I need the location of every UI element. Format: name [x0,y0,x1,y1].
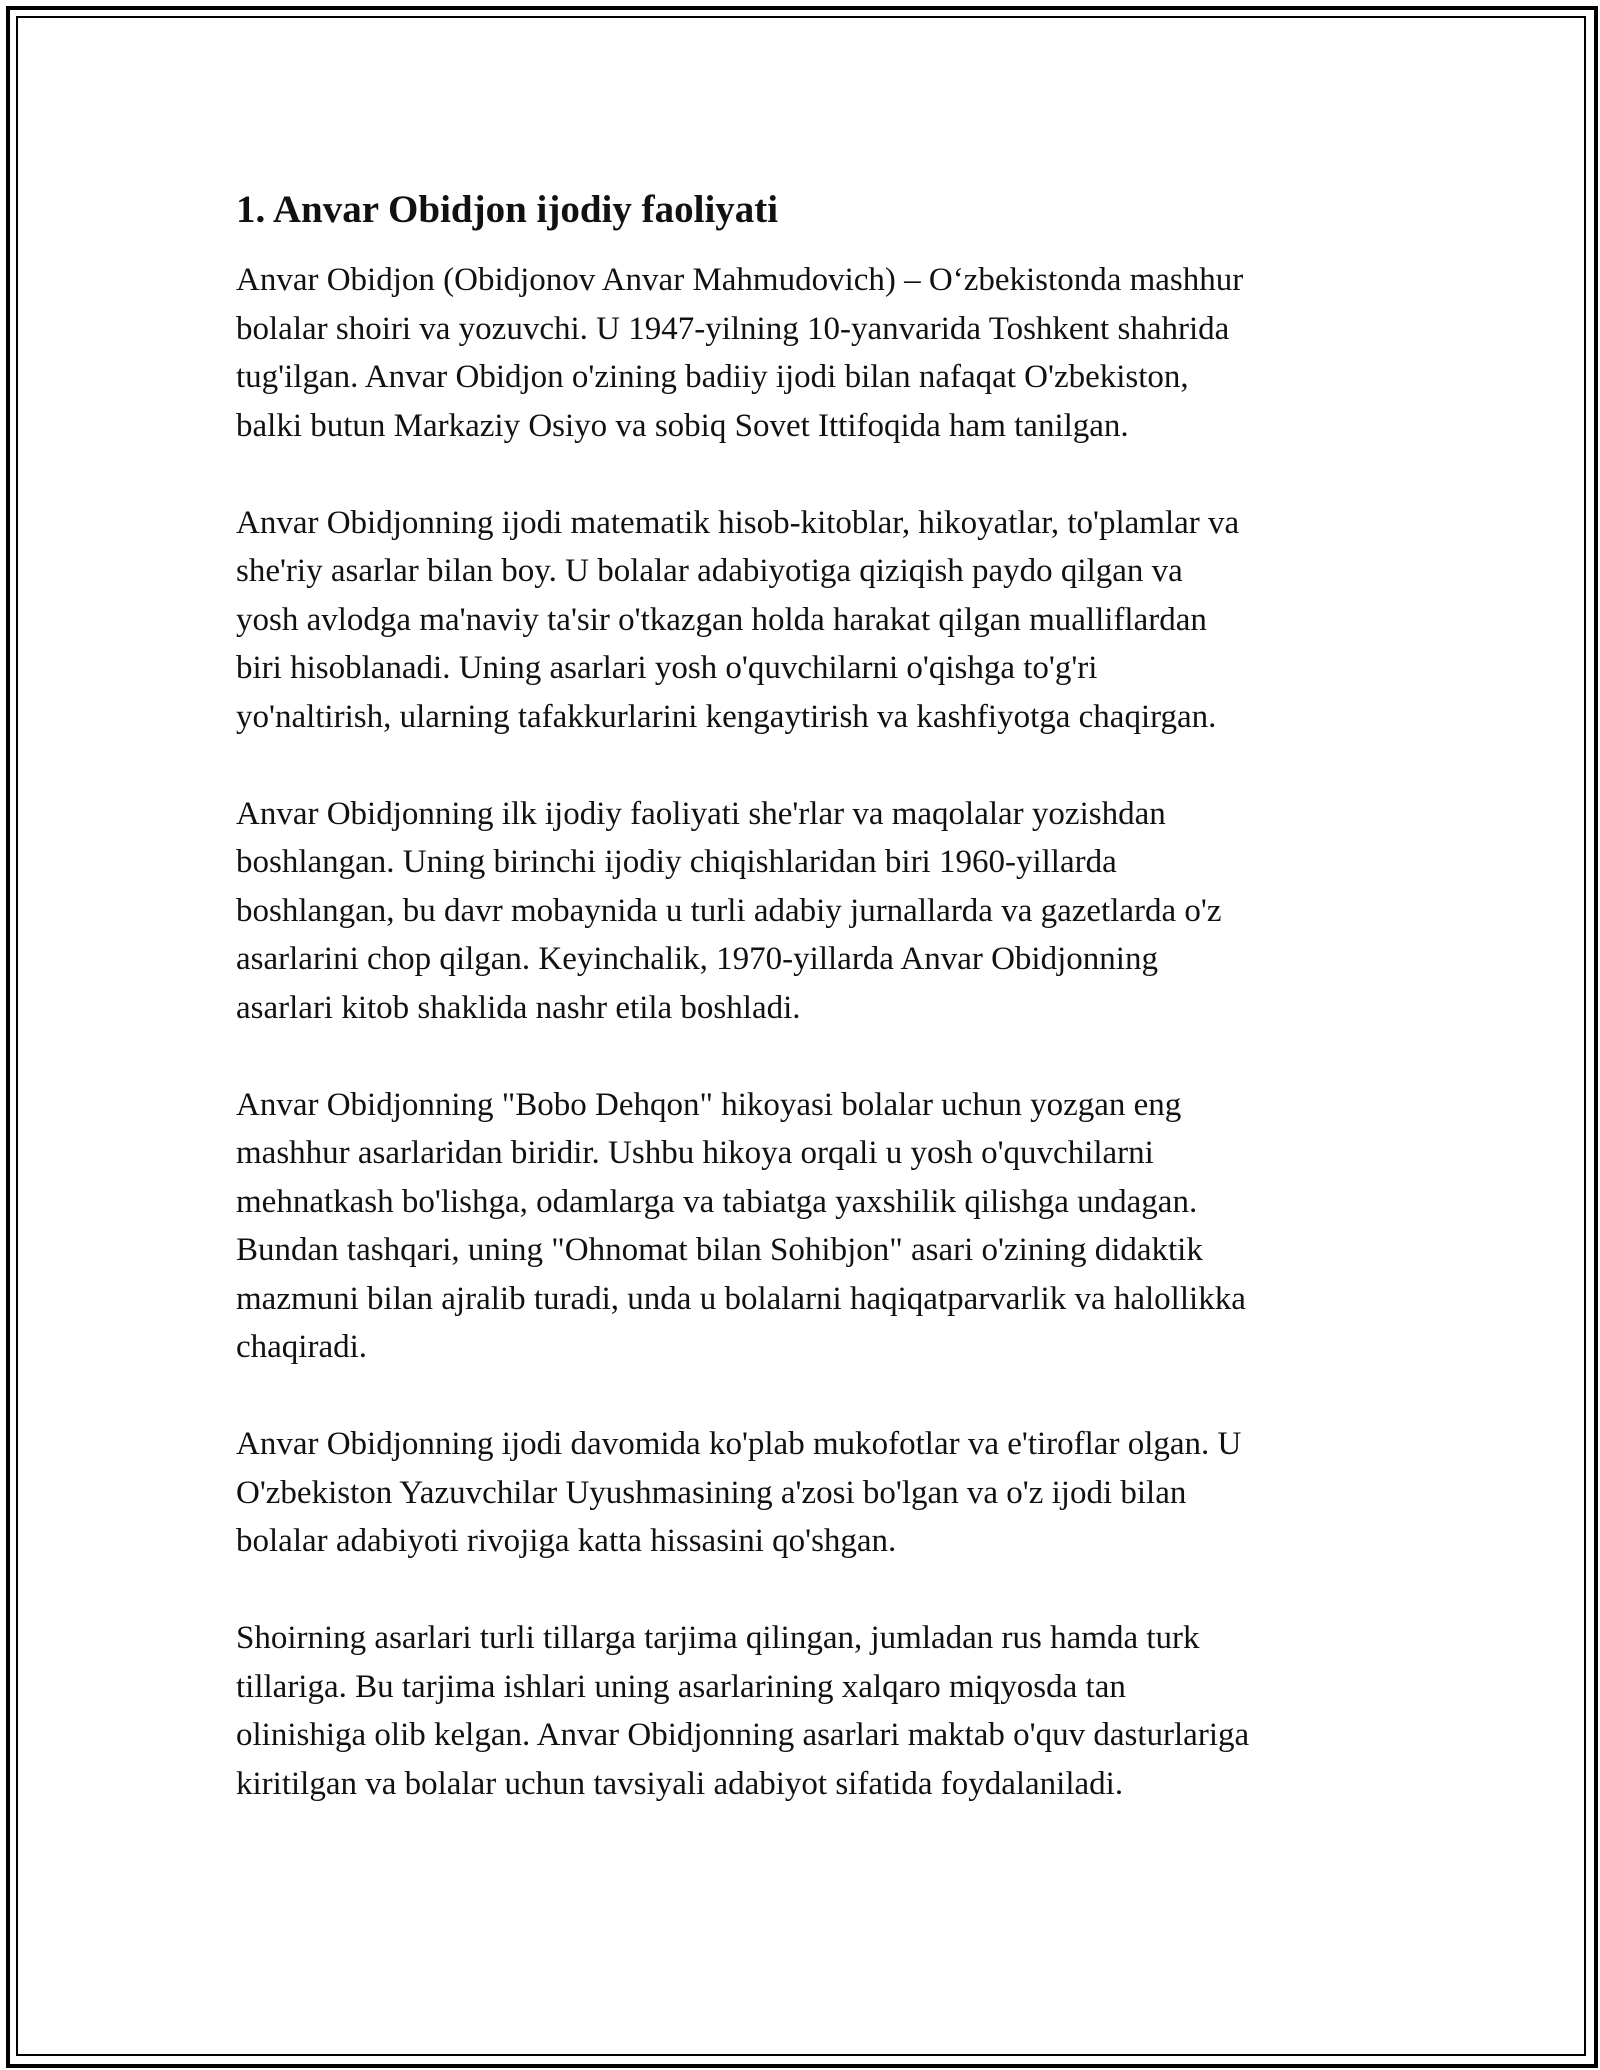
paragraph-line: mazmuni bilan ajralib turadi, unda u bolalarni haqiqatparvarlik va halollikka [236,1280,1246,1317]
paragraph-early-career [236,790,1376,1033]
paragraph-line: asarlari kitob shaklida nashr etila boshladi. [236,989,801,1026]
paragraph-line: she'riy asarlar bilan boy. U bolalar adabiyotiga qiziqish paydo qilgan va [236,553,1183,589]
paragraph-line: Anvar Obidjonning ijodi matematik hisob-kitoblar, hikoyatlar, to'plamlar va [236,504,1240,541]
paragraph-line: yo'naltirish, ularning tafakkurlarini kengaytirish va kashfiyotga chaqirgan. [236,698,1217,735]
paragraph-line: Anvar Obidjon (Obidjonov Anvar Mahmudovich) – O‘zbekistonda mashhur [236,262,1244,298]
section-heading: 1. Anvar Obidjon ijodiy faoliyati [236,188,779,231]
paragraph-line: asarlarini chop qilgan. Keyinchalik, 1970-yillarda Anvar Obidjonning [236,941,1158,977]
paragraph-line: boshlangan. Uning birinchi ijodiy chiqishlaridan biri 1960-yillarda [236,844,1117,880]
paragraph-line: olinishiga olib kelgan. Anvar Obidjonning asarlari maktab o'quv dasturlariga [236,1717,1250,1753]
paragraph-line: biri hisoblanadi. Uning asarlari yosh o'quvchilarni o'qishga to'g'ri [236,650,1098,686]
paragraph-line: Anvar Obidjonning "Bobo Dehqon" hikoyasi bolalar uchun yozgan eng [236,1086,1182,1123]
paragraph-translations [236,1614,1376,1808]
paragraph-line: Shoirning asarlari turli tillarga tarjima qilingan, jumladan rus hamda turk [236,1620,1200,1656]
paragraph-line: balki butun Markaziy Osiyo va sobiq Sovet Ittifoqida ham tanilgan. [236,407,1129,444]
paragraph-line: bolalar shoiri va yozuvchi. U 1947-yilning 10-yanvarida Toshkent shahrida [236,310,1230,347]
document-body [236,186,1376,1857]
paragraph-line: Bundan tashqari, uning "Ohnomat bilan Sohibjon" asari o'zining didaktik [236,1232,1203,1268]
paragraph-line: O'zbekiston Yazuvchilar Uyushmasining a'zosi bo'lgan va o'z ijodi bilan [236,1474,1187,1511]
paragraph-line: kiritilgan va bolalar uchun tavsiyali adabiyot sifatida foydalaniladi. [236,1765,1124,1802]
paragraph-awards [236,1420,1376,1566]
paragraph-line: Anvar Obidjonning ijodi davomida ko'plab mukofotlar va e'tiroflar olgan. U [236,1426,1242,1462]
paragraph-line: tillariga. Bu tarjima ishlari uning asarlarining xalqaro miqyosda tan [236,1668,1126,1705]
paragraph-biography [236,256,1376,450]
paragraph-line: bolalar adabiyoti rivojiga katta hissasini qo'shgan. [236,1523,897,1559]
paragraph-creative-works [236,499,1376,742]
paragraph-line: tug'ilgan. Anvar Obidjon o'zining badiiy ijodi bilan nafaqat O'zbekiston, [236,359,1189,395]
paragraph-line: chaqiradi. [236,1329,368,1365]
paragraph-line: mashhur asarlaridan biridir. Ushbu hikoya orqali u yosh o'quvchilarni [236,1135,1154,1171]
paragraph-famous-works [236,1081,1376,1372]
paragraph-line: Anvar Obidjonning ilk ijodiy faoliyati she'rlar va maqolalar yozishdan [236,795,1166,832]
paragraph-line: boshlangan, bu davr mobaynida u turli adabiy jurnallarda va gazetlarda o'z [236,892,1222,929]
paragraph-line: yosh avlodga ma'naviy ta'sir o'tkazgan holda harakat qilgan mualliflardan [236,601,1207,638]
paragraph-line: mehnatkash bo'lishga, odamlarga va tabiatga yaxshilik qilishga undagan. [236,1183,1198,1220]
